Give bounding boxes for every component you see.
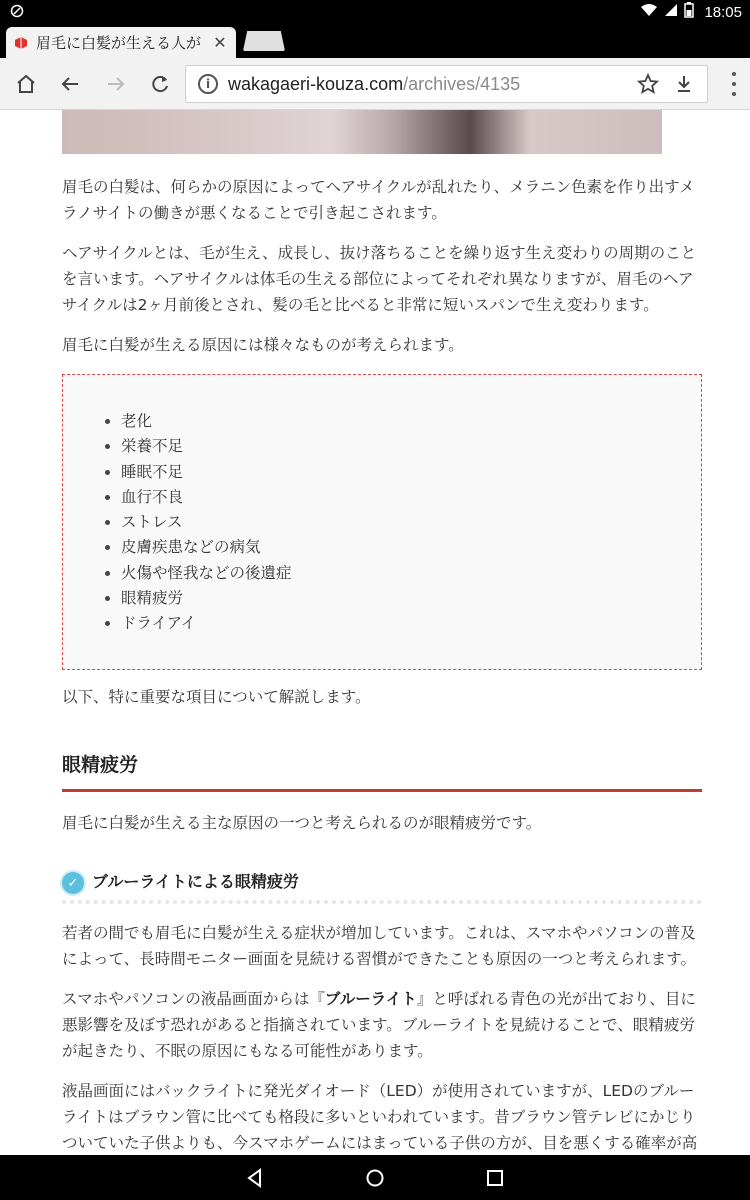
url-path: /archives/4135 bbox=[403, 73, 521, 94]
reload-icon[interactable] bbox=[146, 70, 174, 98]
paragraph-2: ヘアサイクルとは、毛が生え、成長し、抜け落ちることを繰り返す生え変わりの周期のことを言います。ヘアサイクルは体毛の生える部位によってそれぞれ異なりますが、眉毛のヘアサイクルは2ヶ月前後とされ、髪の毛と比べると非常に短いスパンで生え変わります。 bbox=[62, 244, 697, 314]
list-item: 睡眠不足 bbox=[103, 460, 292, 485]
url-host: wakagaeri-kouza.com bbox=[228, 73, 404, 94]
paragraph-7-a: スマホやパソコンの液晶画面からは『 bbox=[62, 990, 325, 1008]
list-item: 老化 bbox=[103, 409, 292, 434]
check-icon: ✓ bbox=[62, 872, 84, 894]
paragraph-7-b: 』と呼ばれる青色の光が出ており、目に悪影響を及ぼす恐れがあると指摘されています。ブルーライトを見続けることで、眼精疲労が起きたり、不眠の原因にもなる可能性があります。 bbox=[62, 990, 696, 1060]
list-item: 眼精疲労 bbox=[103, 586, 292, 611]
info-icon[interactable]: i bbox=[198, 74, 218, 94]
status-bar bbox=[0, 0, 750, 24]
star-icon[interactable] bbox=[637, 73, 661, 97]
tab-title: 眉毛に白髪が生える人が bbox=[36, 34, 202, 52]
home-icon[interactable] bbox=[12, 70, 40, 98]
close-icon[interactable]: ✕ bbox=[213, 33, 227, 52]
browser-toolbar bbox=[0, 58, 750, 110]
list-item: ドライアイ bbox=[103, 611, 292, 636]
url-bar[interactable] bbox=[185, 65, 708, 103]
paragraph-5: 眉毛に白髪が生える主な原因の一つと考えられるのが眼精疲労です。 bbox=[62, 814, 542, 832]
favicon-icon bbox=[14, 36, 28, 50]
list-item: 血行不良 bbox=[103, 485, 292, 510]
clock: 18:05 bbox=[704, 3, 742, 21]
list-item: 火傷や怪我などの後遺症 bbox=[103, 561, 292, 586]
home-circle-icon[interactable] bbox=[360, 1163, 390, 1193]
tab-strip bbox=[0, 24, 750, 58]
cell-icon bbox=[664, 3, 678, 21]
list-item: 栄養不足 bbox=[103, 434, 292, 459]
list-item: ストレス bbox=[103, 510, 292, 535]
wifi-icon bbox=[640, 3, 658, 21]
forward-icon[interactable] bbox=[102, 70, 130, 98]
subsection-heading bbox=[62, 868, 702, 904]
recents-square-icon[interactable] bbox=[480, 1163, 510, 1193]
list-item: 皮膚疾患などの病気 bbox=[103, 535, 292, 560]
hero-image bbox=[62, 110, 662, 154]
signal-icon bbox=[10, 4, 26, 20]
back-icon[interactable] bbox=[56, 70, 84, 98]
paragraph-1: 眉毛の白髪は、何らかの原因によってヘアサイクルが乱れたり、メラニン色素を作り出すメラノサイトの働きが悪くなることで引き起こされます。 bbox=[62, 178, 695, 222]
menu-icon[interactable] bbox=[730, 72, 738, 96]
paragraph-6: 若者の間でも眉毛に白髪が生える症状が増加しています。これは、スマホやパソコンの普及によって、長時間モニター画面を見続ける習慣ができたことも原因の一つと考えられます。 bbox=[62, 924, 696, 968]
download-icon[interactable] bbox=[673, 73, 697, 97]
system-nav-bar bbox=[0, 1155, 750, 1200]
paragraph-7 bbox=[62, 986, 702, 1064]
paragraph-4: 以下、特に重要な項目について解説します。 bbox=[62, 688, 371, 706]
battery-icon bbox=[684, 2, 694, 22]
section-heading: 眼精疲労 bbox=[62, 750, 702, 792]
tab-active[interactable] bbox=[6, 27, 236, 58]
causes-list bbox=[103, 409, 292, 637]
paragraph-7-strong: ブルーライト bbox=[324, 990, 417, 1008]
subsection-title: ブルーライトによる眼精疲労 bbox=[92, 872, 299, 891]
paragraph-8: 液晶画面にはバックライトに発光ダイオード（LED）が使用されていますが、LEDのブルーライトはブラウン管に比べても格段に多いといわれています。昔ブラウン管テレビにかじりついていた子供よりも、今スマホゲームにはまっている子供の方が、目を悪くする確率が高 bbox=[62, 1082, 698, 1152]
causes-box bbox=[62, 374, 702, 670]
status-right bbox=[640, 0, 742, 24]
back-triangle-icon[interactable] bbox=[240, 1163, 270, 1193]
paragraph-3: 眉毛に白髪が生える原因には様々なものが考えられます。 bbox=[62, 336, 464, 354]
article-content bbox=[0, 110, 750, 1155]
new-tab-icon[interactable] bbox=[243, 31, 285, 51]
